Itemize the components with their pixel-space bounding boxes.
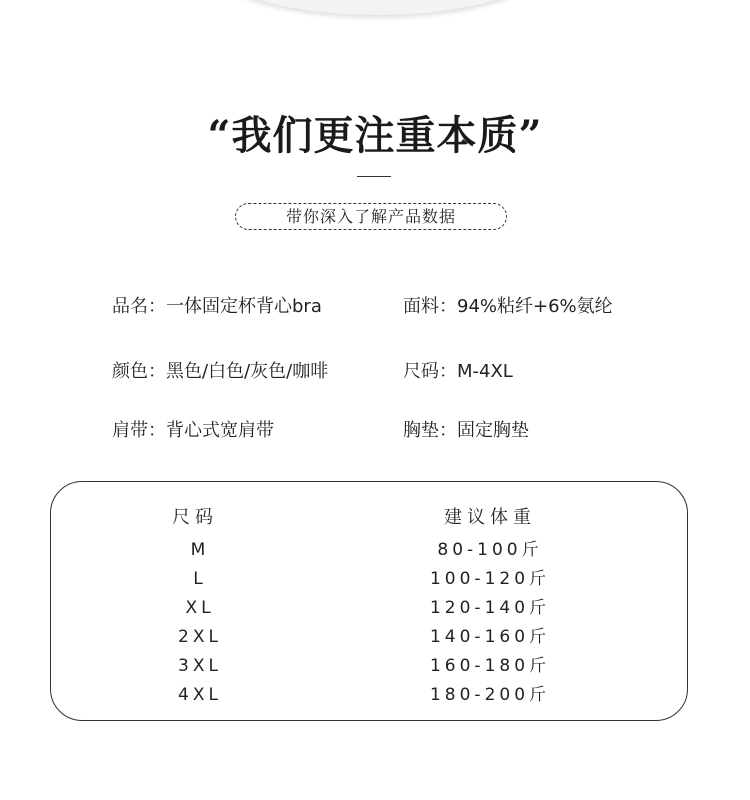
spec-label: 颜色： — [112, 361, 166, 382]
table-cell-weight: 120-140斤 — [429, 598, 551, 618]
spec-value: 94%粘纤+6%氨纶 — [457, 296, 613, 317]
spec-pad — [403, 416, 529, 442]
page-title: “我们更注重本质” — [207, 112, 543, 159]
spec-label: 面料： — [403, 296, 457, 317]
spec-value: 黑色/白色/灰色/咖啡 — [166, 361, 329, 382]
spec-label: 品名： — [112, 296, 166, 317]
table-cell-size: L — [193, 569, 207, 589]
table-cell-size: M — [190, 540, 210, 560]
title-divider — [357, 176, 391, 177]
spec-label: 尺码： — [403, 361, 457, 382]
spec-fabric — [403, 292, 613, 318]
spec-label: 肩带： — [112, 420, 166, 441]
table-cell-size: 3XL — [178, 656, 222, 676]
table-cell-weight: 180-200斤 — [429, 685, 551, 705]
table-cell-weight: 100-120斤 — [429, 569, 551, 589]
spec-size — [403, 357, 513, 383]
spec-product-name — [112, 292, 322, 318]
table-cell-weight: 140-160斤 — [429, 627, 551, 647]
column-header-weight: 建议体重 — [444, 507, 536, 528]
spec-value: 背心式宽肩带 — [166, 420, 274, 441]
spec-value: 固定胸垫 — [457, 420, 529, 441]
table-cell-weight: 160-180斤 — [429, 656, 551, 676]
spec-value: 一体固定杯背心bra — [166, 296, 322, 317]
table-cell-size: 2XL — [178, 627, 222, 647]
table-cell-weight: 80-100斤 — [437, 540, 543, 560]
table-cell-size: 4XL — [178, 685, 222, 705]
column-header-size: 尺码 — [172, 507, 218, 528]
spec-value: M-4XL — [457, 361, 513, 382]
spec-color — [112, 357, 328, 383]
table-cell-size: XL — [185, 598, 215, 618]
spec-label: 胸垫： — [403, 420, 457, 441]
product-image-edge — [205, 0, 550, 15]
spec-strap — [112, 416, 274, 442]
subtitle-badge: 带你深入了解产品数据 — [235, 203, 507, 230]
